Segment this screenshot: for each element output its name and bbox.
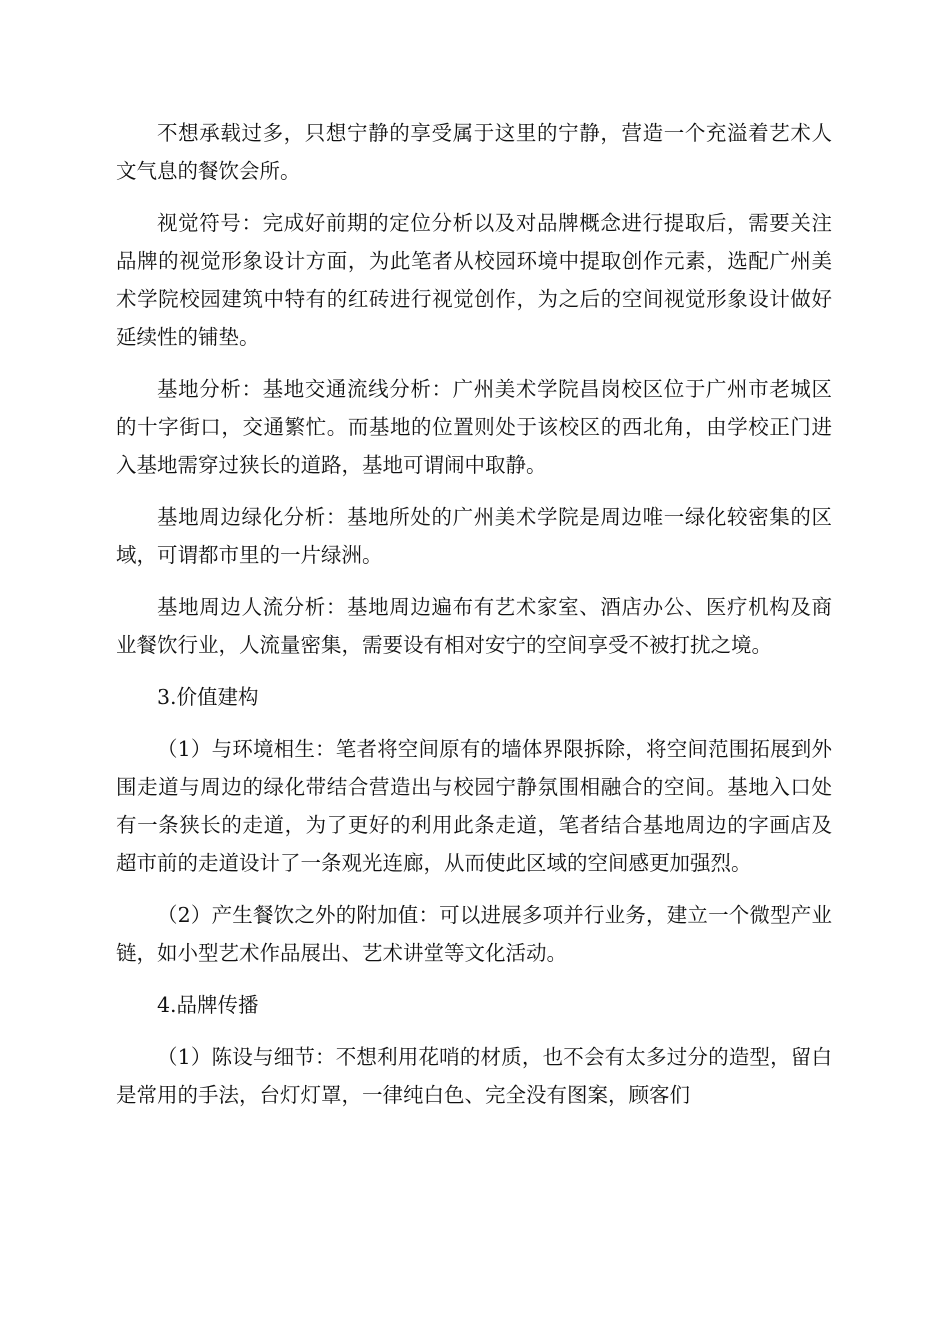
paragraph-environment: （1）与环境相生：笔者将空间原有的墙体界限拆除，将空间范围拓展到外围走道与周边的绿化带结合营造出与校园宁静氛围相融合的空间。基地入口处有一条狭长的走道，为了更好的利用此条走道，笔者结合基地周边的字画店及超市前的走道设计了一条观光连廊，从而使此区域的空间感更加强烈。 [116, 737, 832, 875]
paragraph-crowd-analysis: 基地周边人流分析：基地周边遍布有艺术家室、酒店办公、医疗机构及商业餐饮行业，人流量密集，需要设有相对安宁的空间享受不被打扰之境。 [116, 595, 832, 657]
paragraph-furnishing: （1）陈设与细节：不想利用花哨的材质，也不会有太多过分的造型，留白是常用的手法，台灯灯罩，一律纯白色、完全没有图案，顾客们 [116, 1045, 832, 1107]
section-heading-value: 3.价值建构 [157, 685, 259, 709]
paragraph-added-value: （2）产生餐饮之外的附加值：可以进展多项并行业务，建立一个微型产业链，如小型艺术作品展出、艺术讲堂等文化活动。 [116, 903, 832, 965]
paragraph-site-analysis: 基地分析：基地交通流线分析：广州美术学院昌岗校区位于广州市老城区的十字街口，交通繁忙。而基地的位置则处于该校区的西北角，由学校正门进入基地需穿过狭长的道路，基地可谓闹中取静。 [116, 377, 832, 477]
paragraph-intro: 不想承载过多，只想宁静的享受属于这里的宁静，营造一个充溢着艺术人文气息的餐饮会所。 [116, 121, 832, 183]
paragraph-greening-analysis: 基地周边绿化分析：基地所处的广州美术学院是周边唯一绿化较密集的区域，可谓都市里的一片绿洲。 [116, 505, 832, 567]
document-body [116, 114, 832, 1114]
paragraph-visual-symbol: 视觉符号：完成好前期的定位分析以及对品牌概念进行提取后，需要关注品牌的视觉形象设计方面，为此笔者从校园环境中提取创作元素，选配广州美术学院校园建筑中特有的红砖进行视觉创作，为之后的空间视觉形象设计做好延续性的铺垫。 [116, 211, 832, 349]
section-heading-brand: 4.品牌传播 [157, 993, 259, 1017]
